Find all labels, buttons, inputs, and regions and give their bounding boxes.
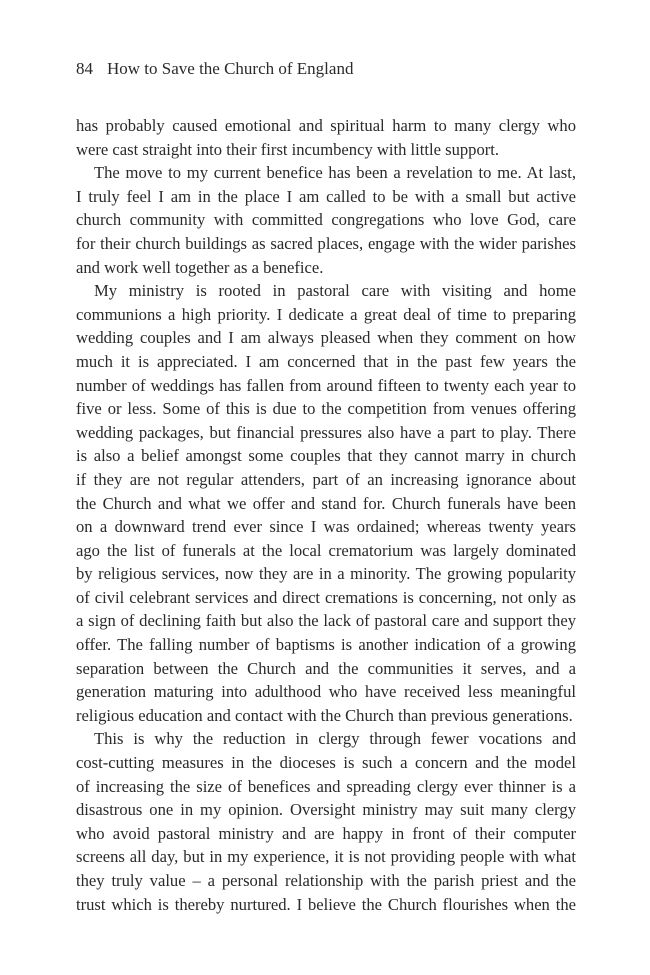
- text-line: the Church and what we offer and stand for. Church funerals have been: [76, 493, 576, 513]
- text-line: on a downward trend ever since I was ordained; whereas twenty years: [76, 517, 576, 537]
- body-text: [76, 114, 576, 916]
- text-line: The move to my current benefice has been a revelation to me. At last,: [94, 163, 576, 183]
- text-line: wedding couples and I am always pleased when they comment on how: [76, 328, 576, 348]
- page-number: 84: [76, 59, 93, 78]
- text-line: cost-cutting measures in the dioceses is such a concern and the model: [76, 753, 576, 773]
- text-line: is also a belief amongst some couples that they cannot marry in church: [76, 446, 576, 466]
- book-title: How to Save the Church of England: [107, 59, 354, 78]
- text-line: This is why the reduction in clergy through fewer vocations and: [94, 729, 576, 749]
- text-line: a sign of declining faith but also the lack of pastoral care and support they: [76, 611, 576, 631]
- text-line: church community with committed congregations who love God, care: [76, 210, 576, 230]
- text-line: trust which is thereby nurtured. I believe the Church flourishes when the: [76, 894, 576, 914]
- text-line: generation maturing into adulthood who have received less meaningful: [76, 682, 576, 702]
- text-line: separation between the Church and the communities it serves, and a: [76, 658, 576, 678]
- text-line: disastrous one in my opinion. Oversight ministry may suit many clergy: [76, 800, 576, 820]
- text-line: of civil celebrant services and direct cremations is concerning, not only as: [76, 587, 576, 607]
- text-line: has probably caused emotional and spiritual harm to many clergy who: [76, 116, 576, 135]
- text-line: were cast straight into their first incumbency with little support.: [76, 139, 500, 159]
- text-line: screens all day, but in my experience, it is not providing people with what: [76, 847, 576, 867]
- text-line: they truly value – a personal relationship with the parish priest and the: [76, 871, 576, 890]
- text-line: I truly feel I am in the place I am called to be with a small but active: [76, 186, 576, 206]
- text-line: communions a high priority. I dedicate a great deal of time to preparing: [76, 304, 576, 324]
- text-line: religious education and contact with the Church than previous generations.: [76, 705, 573, 725]
- text-line: if they are not regular attenders, part of an increasing ignorance about: [76, 469, 576, 489]
- text-line: ago the list of funerals at the local crematorium was largely dominated: [76, 540, 576, 560]
- text-line: number of weddings has fallen from around fifteen to twenty each year to: [76, 375, 576, 395]
- running-head: [76, 58, 353, 80]
- text-line: and work well together as a benefice.: [76, 257, 324, 277]
- text-line: offer. The falling number of baptisms is another indication of a growing: [76, 635, 576, 655]
- text-line: much it is appreciated. I am concerned that in the past few years the: [76, 351, 576, 371]
- text-line: who avoid pastoral ministry and are happy in front of their computer: [76, 823, 576, 843]
- text-line: five or less. Some of this is due to the competition from venues offering: [76, 399, 576, 419]
- text-line: My ministry is rooted in pastoral care with visiting and home: [94, 281, 576, 301]
- text-line: by religious services, now they are in a minority. The growing popularity: [76, 564, 576, 584]
- text-line: for their church buildings as sacred places, engage with the wider parishes: [76, 233, 576, 253]
- text-line: wedding packages, but financial pressures also have a part to play. There: [76, 422, 576, 442]
- text-line: of increasing the size of benefices and spreading clergy ever thinner is a: [76, 776, 576, 796]
